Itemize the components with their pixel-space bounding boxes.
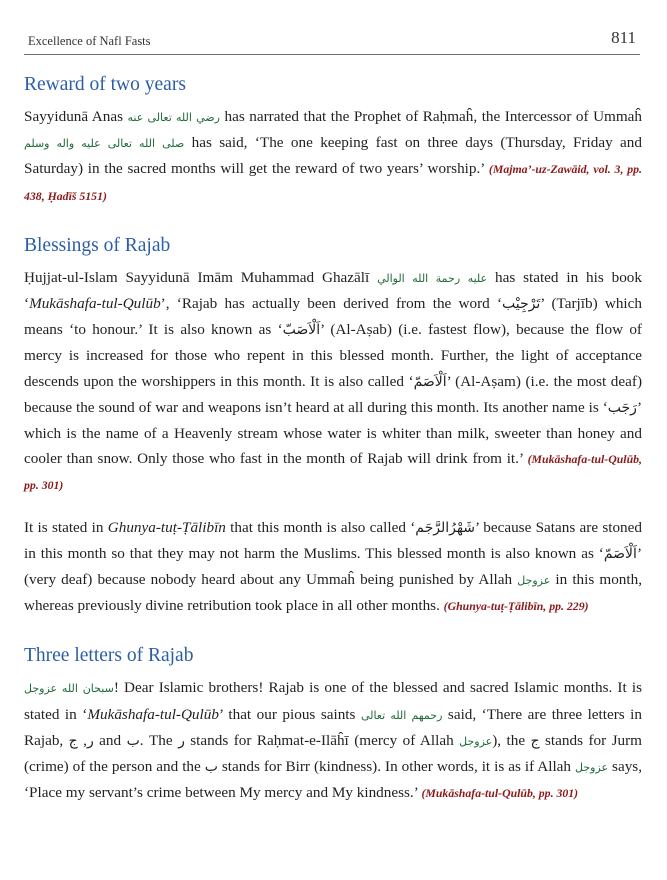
- text-run: stands for Jurm (crime) of the person and the: [24, 731, 642, 776]
- text-run: ,: [77, 731, 87, 749]
- arabic-honorific: عزوجل: [575, 761, 609, 775]
- text-run: said, ‘There are three letters in Rajab,: [24, 705, 642, 749]
- arabic-honorific: رضي الله تعالى عنه: [127, 111, 220, 124]
- section-three-letters-of-rajab: [24, 643, 642, 806]
- arabic-term: شَهْرُالرَّجَم: [415, 519, 476, 536]
- text-run: ’ which is the name of a Heavenly stream whose water is whiter than milk, sweeter than honey and cooler than snow. Only those who fast in the month of Rajab will drink from it.’: [24, 398, 642, 468]
- arabic-term: تَرْجِيْب: [502, 296, 541, 313]
- section-heading: Three letters of Rajab: [24, 645, 194, 667]
- section-blessings-of-rajab: [24, 233, 642, 620]
- paragraph: [24, 675, 642, 806]
- page-header: [24, 22, 640, 55]
- arabic-honorific: صلى الله تعالى عليه واله وسلم: [24, 137, 185, 151]
- citation: (Ghunya-tuṭ-Ṭālibīn, pp. 229): [443, 599, 589, 614]
- text-run: ’, ‘Rajab has actually been derived from the word ‘: [160, 295, 503, 313]
- arabic-honorific: عليه رحمة الله الوالي: [377, 271, 488, 285]
- text-run: ! Dear Islamic brothers! Rajab is one of the blessed and sacred Islamic months. It is stated in ‘: [24, 679, 642, 723]
- text-run: that this month is also called ‘: [225, 518, 416, 536]
- text-run: ’ (Al-Aṣam) (i.e. the most deaf) because the sound of war and weapons isn’t heard at all during this month. Its another name is ‘: [24, 372, 643, 416]
- page-number: 811: [611, 28, 636, 47]
- book-title: Ghunya-tuṭ-Ṭālibīn: [107, 518, 226, 536]
- text-run: stands for Raḥmat-e-Ilāĥī (mercy of Allah: [184, 731, 460, 749]
- text-run: . The: [139, 731, 179, 749]
- text-run: in this month, whereas previously divine retribution took place in all other months.: [24, 571, 643, 615]
- text-run: ’ that our pious saints: [218, 705, 361, 723]
- citation: (Mukāshafa-tul-Qulūb, pp. 301): [421, 786, 579, 801]
- running-title: Excellence of Nafl Fasts: [28, 34, 151, 48]
- page-content: [24, 72, 642, 830]
- text-run: has narrated that the Prophet of Raḥmaĥ, the Intercessor of Ummaĥ: [219, 108, 643, 125]
- citation: (Majma’-uz-Zawāid, vol. 3, pp. 438, Ḥadīš 5151): [24, 162, 643, 203]
- paragraph: [24, 515, 642, 620]
- book-title: Mukāshafa-tul-Qulūb: [87, 705, 219, 723]
- section-heading: Blessings of Rajab: [24, 234, 171, 256]
- arabic-honorific: عزوجل: [517, 574, 551, 588]
- section-reward-of-two-years: [24, 72, 642, 209]
- text-run: has said, ‘The one keeping fast on three days (Thursday, Friday and Saturday) in the sacred months will get the reward of two years’ worship.’: [24, 134, 642, 178]
- text-run: and: [93, 731, 127, 749]
- text-run: has stated in his book ‘: [24, 268, 642, 313]
- arabic-letter: ج: [68, 732, 78, 749]
- paragraph: [24, 265, 642, 499]
- arabic-honorific: سبحان الله عزوجل: [24, 682, 114, 696]
- arabic-letter: ر: [178, 732, 185, 749]
- paragraph: [24, 104, 642, 209]
- arabic-term: اَلْاَصَمّ: [603, 545, 637, 562]
- arabic-honorific: رحمهم الله تعالى: [360, 708, 443, 722]
- arabic-term: اَلْاَصَبّ: [282, 322, 321, 339]
- arabic-term: رَجَب: [607, 399, 637, 416]
- text-run: Sayyidunā Anas: [24, 108, 128, 125]
- arabic-term: اَلْاَصَمّ: [413, 373, 447, 390]
- arabic-letter: ب: [204, 759, 218, 776]
- text-run: Ḥujjat-ul-Islam Sayyidunā Imām Muhammad Ghazālī: [24, 268, 378, 286]
- text-run: It is stated in: [24, 518, 108, 536]
- text-run: ’ (very deaf) because nobody heard about any Ummaĥ being punished by Allah: [24, 544, 642, 589]
- text-run: ’ (Al-Aṣab) (i.e. fastest flow), because the flow of mercy is increased for those who repent in this blessed month. Further, the light of acceptance descends upon the worshippers in this month. It is also called ‘: [24, 321, 642, 390]
- book-title: Mukāshafa-tul-Qulūb: [29, 295, 161, 313]
- text-run: ), the: [492, 731, 531, 749]
- section-heading: Reward of two years: [24, 74, 186, 95]
- text-run: ’ (Tarjīb) which means ‘to honour.’ It is also known as ‘: [24, 295, 642, 339]
- text-run: ’ because Satans are stoned in this month so that they may not harm the Muslims. This blessed month is also known as ‘: [24, 518, 642, 562]
- text-run: stands for Birr (kindness). In other words, it is as if Allah: [217, 758, 575, 776]
- citation: (Mukāshafa-tul-Qulūb, pp. 301): [24, 452, 642, 493]
- arabic-letter: ج: [530, 732, 540, 749]
- text-run: says, ‘Place my servant’s crime between My mercy and My kindness.’: [24, 758, 643, 802]
- arabic-letter: ر: [86, 732, 94, 749]
- arabic-honorific: عزوجل: [459, 734, 493, 748]
- arabic-letter: ب: [126, 732, 140, 749]
